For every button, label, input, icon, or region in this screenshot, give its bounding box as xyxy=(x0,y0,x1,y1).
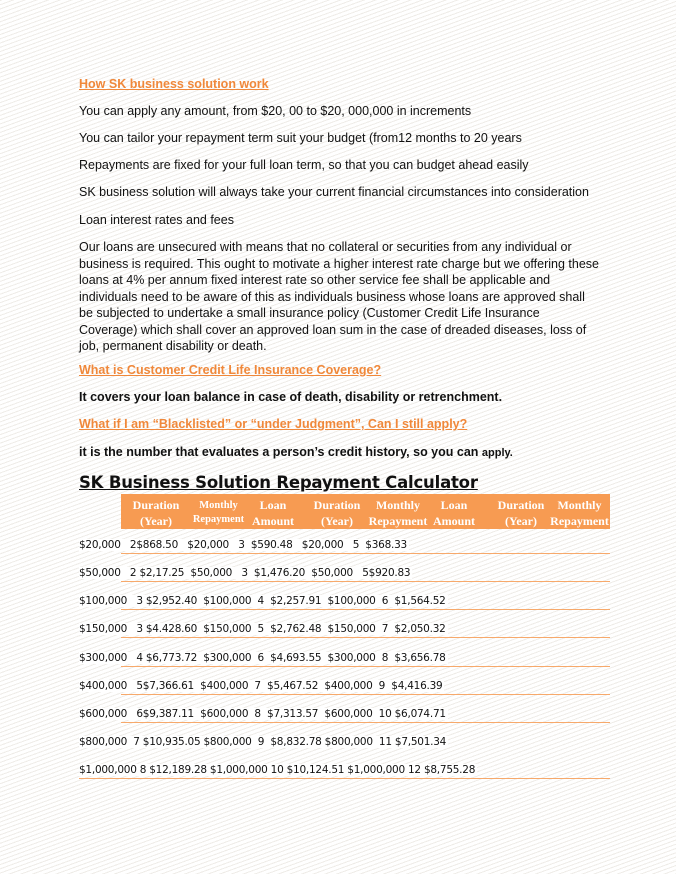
repayment-term-text: You can tailor your repayment term suit your budget (from12 months to 20 years xyxy=(79,131,522,145)
table-row: $800,000 7 $10,935.05 $800,000 9 $8,832.78 $800,000 11 $7,501.34 xyxy=(79,736,447,748)
table-row: $150,000 3 $4.428.60 $150,000 5 $2,762.48 $150,000 7 $2,050.32 xyxy=(79,623,446,635)
row-divider xyxy=(121,722,610,723)
financial-circumstances-text: SK business solution will always take your current financial circumstances into consideration xyxy=(79,185,589,199)
row-divider xyxy=(121,581,610,582)
blacklisted-answer-main: it is the number that evaluates a person’s credit history, so you can xyxy=(79,445,482,459)
header-monthly-repayment-1: Monthly Repayment xyxy=(192,499,245,525)
row-divider xyxy=(121,666,610,667)
blacklisted-heading: What if I am “Blacklisted” or “under Judgment”, Can I still apply? xyxy=(79,417,468,431)
table-row: $1,000,000 8 $12,189.28 $1,000,000 10 $10,124.51 $1,000,000 12 $8,755.28 xyxy=(79,764,476,776)
blacklisted-answer-end: apply. xyxy=(481,447,513,459)
header-monthly-repayment-3: Monthly Repayment xyxy=(550,497,609,528)
insurance-heading: What is Customer Credit Life Insurance Coverage? xyxy=(79,363,382,377)
row-divider xyxy=(121,609,610,610)
blacklisted-answer xyxy=(79,444,513,462)
calculator-title: SK Business Solution Repayment Calculator xyxy=(79,473,478,492)
header-duration-2: Duration (Year) xyxy=(313,497,361,528)
row-divider xyxy=(121,694,610,695)
table-row: $50,000 2 $2,17.25 $50,000 3 $1,476.20 $50,000 5$920.83 xyxy=(79,567,411,579)
table-row: $100,000 3 $2,952.40 $100,000 4 $2,257.91 $100,000 6 $1,564.52 xyxy=(79,595,446,607)
table-row: $600,000 6$9,387.11 $600,000 8 $7,313.57 $600,000 10 $6,074.71 xyxy=(79,708,446,720)
unsecured-loans-paragraph: Our loans are unsecured with means that no collateral or securities from any individual or business is required. This ought to motivate a higher interest rate charge but we offering these loans at 4% per annum fixed interest rate so other service fee shall be applicable and individuals need to be aware of this as individuals business whose loans are approved shall be subjected to undertake a small insurance policy (Customer Credit Life Insurance Coverage) which shall cover an approved loan sum in the case of dreaded diseases, loss of job, permanent disability or death. xyxy=(79,240,599,353)
row-divider xyxy=(121,553,610,554)
header-loan-amount-3: Loan Amount xyxy=(432,497,475,528)
row-divider xyxy=(79,778,610,779)
amount-range-text: You can apply any amount, from $20, 00 to $20, 000,000 in increments xyxy=(79,104,472,118)
calculator-header xyxy=(121,494,610,529)
interest-rates-label: Loan interest rates and fees xyxy=(79,213,234,227)
how-it-works-heading: How SK business solution work xyxy=(79,77,269,91)
header-duration-3: Duration (Year) xyxy=(497,497,545,528)
header-monthly-repayment-2: Monthly Repayment xyxy=(368,497,428,528)
table-row: $300,000 4 $6,773.72 $300,000 6 $4,693.55 $300,000 8 $3,656.78 xyxy=(79,652,446,664)
header-loan-amount-2: Loan Amount xyxy=(251,497,294,528)
header-duration-1: Duration (Year) xyxy=(132,497,180,528)
table-row: $20,000 2$868.50 $20,000 3 $590.48 $20,000 5 $368.33 xyxy=(79,539,407,551)
insurance-answer: It covers your loan balance in case of death, disability or retrenchment. xyxy=(79,390,503,404)
row-divider xyxy=(121,637,610,638)
fixed-repayments-text: Repayments are fixed for your full loan term, so that you can budget ahead easily xyxy=(79,158,529,172)
table-row: $400,000 5$7,366.61 $400,000 7 $5,467.52 $400,000 9 $4,416.39 xyxy=(79,680,443,692)
